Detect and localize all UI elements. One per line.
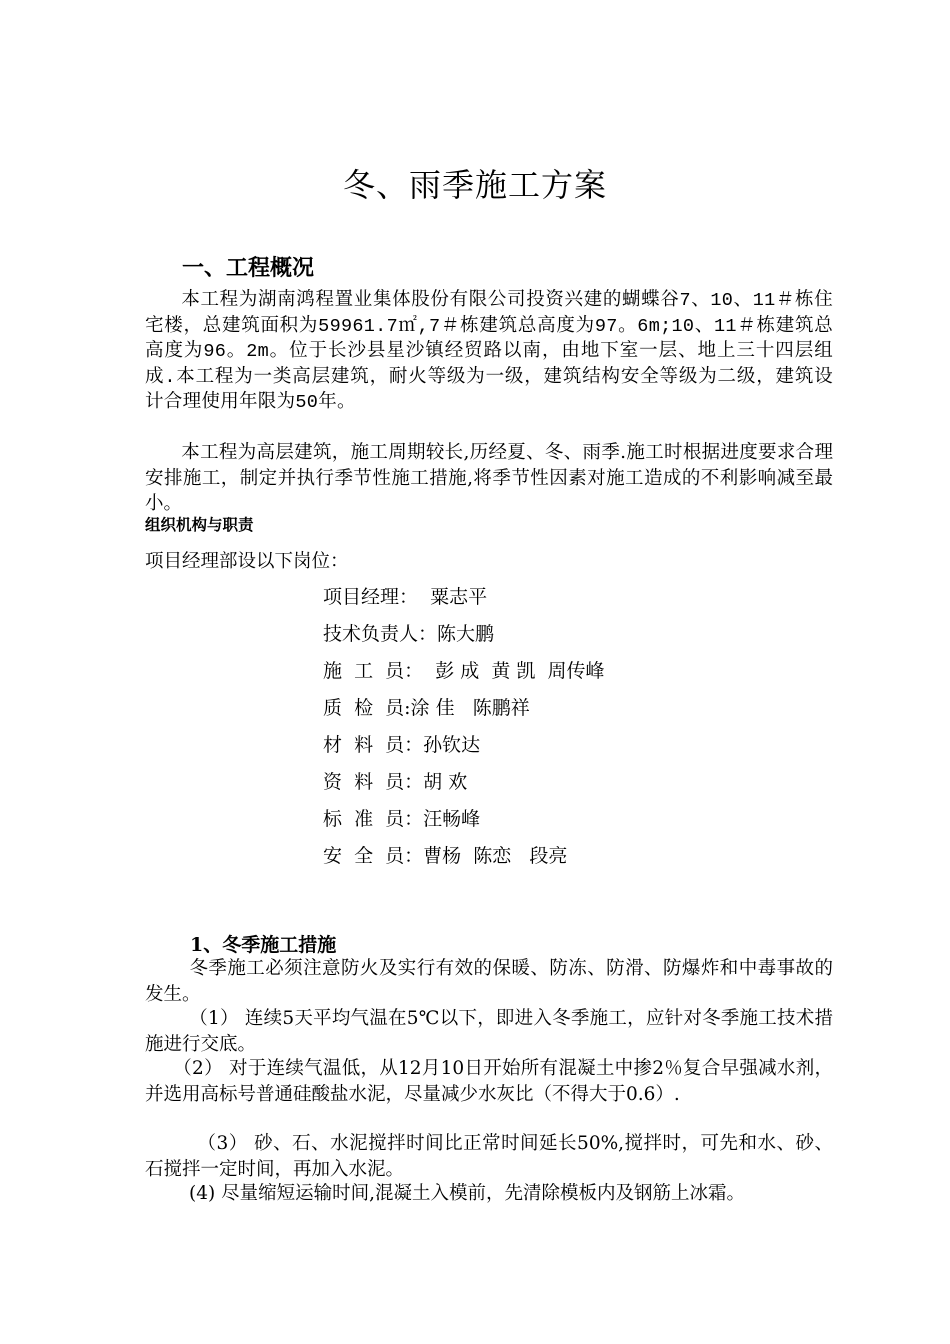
winter-measure-2 bbox=[145, 1056, 833, 1107]
overview-paragraph-1 bbox=[145, 288, 833, 416]
section-heading-overview: 一、工程概况 bbox=[182, 256, 315, 281]
roster-row-project-manager: 项目经理： 粟志平 bbox=[323, 586, 488, 608]
roster-row-technical-lead: 技术负责人：陈大鹏 bbox=[323, 623, 495, 645]
roster-row-safety-officer: 安 全 员：曹杨 陈恋 段亮 bbox=[323, 845, 568, 867]
winter-measure-3 bbox=[145, 1131, 833, 1182]
winter-measure-3-text: （3） 砂、石、水泥搅拌时间比正常时间延长50%,搅拌时，可先和水、砂、石搅拌一定时间，再加入水泥。 bbox=[145, 1133, 833, 1180]
roster-row-materials-officer: 材 料 员：孙钦达 bbox=[323, 734, 481, 756]
roster-row-construction-staff: 施 工 员： 彭 成 黄 凯 周传峰 bbox=[323, 660, 605, 682]
organization-intro: 项目经理部设以下岗位： bbox=[145, 551, 349, 572]
overview-paragraph-2 bbox=[145, 440, 833, 517]
winter-measure-2-text: （2） 对于连续气温低，从12月10日开始所有混凝土中掺2％复合早强减水剂，并选用高标号普通硅酸盐水泥，尽量减少水灰比（不得大于0.6）. bbox=[145, 1058, 833, 1105]
section-heading-winter: 1、冬季施工措施 bbox=[190, 934, 337, 956]
winter-measure-4-text: (4) 尽量缩短运输时间,混凝土入模前，先清除模板内及钢筋上冰霜。 bbox=[189, 1183, 745, 1204]
roster-row-quality-inspector: 质 检 员:涂 佳 陈鹏祥 bbox=[323, 697, 530, 719]
overview-paragraph-2-text: 本工程为高层建筑，施工周期较长,历经夏、冬、雨季.施工时根据进度要求合理安排施工，制定并执行季节性施工措施,将季节性因素对施工造成的不利影响减至最小。 bbox=[145, 442, 833, 514]
roster-row-documents-officer: 资 料 员：胡 欢 bbox=[323, 771, 468, 793]
staff-roster bbox=[323, 583, 604, 879]
winter-paragraph-intro bbox=[145, 956, 833, 1007]
winter-measure-1 bbox=[145, 1006, 833, 1057]
winter-paragraph-intro-text: 冬季施工必须注意防火及实行有效的保暖、防冻、防滑、防爆炸和中毒事故的发生。 bbox=[145, 958, 833, 1005]
winter-measure-4 bbox=[145, 1181, 833, 1207]
organization-heading: 组织机构与职责 bbox=[145, 516, 254, 534]
winter-measure-1-text: （1） 连续5天平均气温在5℃以下，即进入冬季施工，应针对冬季施工技术措施进行交底。 bbox=[145, 1008, 833, 1055]
document-title: 冬、雨季施工方案 bbox=[342, 166, 607, 204]
roster-row-standards-officer: 标 准 员：汪畅峰 bbox=[323, 808, 481, 830]
overview-paragraph-1-text: 本工程为湖南鸿程置业集体股份有限公司投资兴建的蝴蝶谷7、10、11＃栋住宅楼，总建筑面积为59961.7㎡,7＃栋建筑总高度为97。6m;10、11＃栋建筑总高度为96。2m。位于长沙县星沙镇经贸路以南，由地下室一层、地上三十四层组成.本工程为一类高层建筑，耐火等级为一级，建筑结构安全等级为二级，建筑设计合理使用年限为50年。 bbox=[145, 290, 833, 413]
